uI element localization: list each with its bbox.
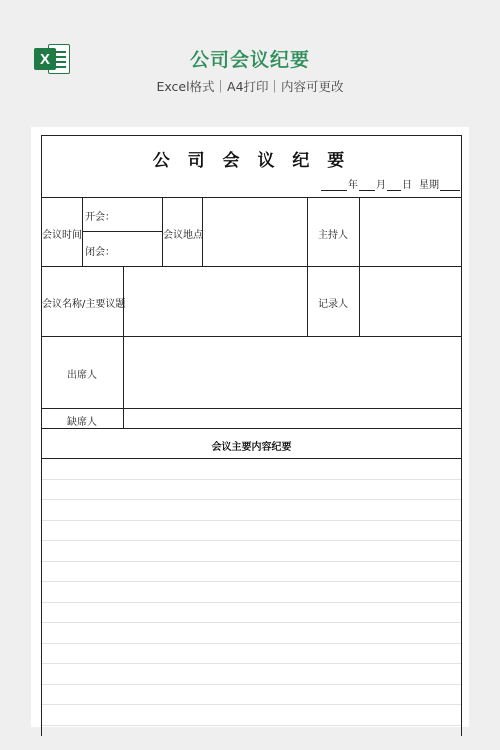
month-label: 月 [376, 180, 386, 191]
ruled-line [42, 602, 461, 603]
day-blank[interactable] [387, 179, 401, 191]
ruled-line [42, 520, 461, 521]
ruled-line [42, 581, 461, 582]
row-line [42, 408, 461, 409]
month-blank[interactable] [359, 179, 375, 191]
ruled-line [42, 725, 461, 726]
weekday-label: 星期 [419, 180, 439, 191]
date-line [321, 176, 460, 191]
ruled-line [42, 704, 461, 705]
location-label: 会议地点 [163, 230, 203, 241]
year-blank[interactable] [321, 179, 347, 191]
ruled-line [42, 622, 461, 623]
absentees-label: 缺席人 [67, 417, 97, 428]
form-sheet [41, 135, 462, 736]
page-subtitle: Excel格式｜A4打印｜内容可更改 [156, 79, 344, 94]
start-label: 开会： [85, 212, 115, 223]
ruled-line [42, 663, 461, 664]
ruled-line [42, 561, 461, 562]
ruled-line [42, 684, 461, 685]
col-line [359, 197, 360, 336]
year-label: 年 [348, 180, 358, 191]
day-label: 日 [402, 180, 412, 191]
recorder-label: 记录人 [318, 299, 348, 310]
content-section-title: 会议主要内容纪要 [211, 442, 292, 453]
document-page [31, 127, 469, 727]
attendees-label: 出席人 [67, 370, 97, 381]
row-line [42, 197, 461, 198]
ruled-line [42, 479, 461, 480]
end-label: 闭会： [85, 247, 115, 258]
ruled-line [42, 643, 461, 644]
row-line [82, 231, 162, 232]
col-line [123, 266, 124, 428]
row-line [42, 428, 461, 429]
page-title: 公司会议纪要 [189, 49, 310, 71]
topic-label: 会议名称/主要议题 [42, 299, 126, 310]
ruled-line [42, 540, 461, 541]
col-line [307, 197, 308, 336]
weekday-blank[interactable] [440, 179, 460, 191]
ruled-line [42, 499, 461, 500]
row-line [42, 336, 461, 337]
row-line [42, 266, 461, 267]
meeting-time-label: 会议时间 [42, 230, 82, 241]
col-line [82, 197, 83, 266]
form-title: 公 司 会 议 纪 要 [152, 151, 351, 171]
excel-icon: X [34, 42, 70, 74]
host-label: 主持人 [318, 230, 348, 241]
row-line [42, 458, 461, 459]
